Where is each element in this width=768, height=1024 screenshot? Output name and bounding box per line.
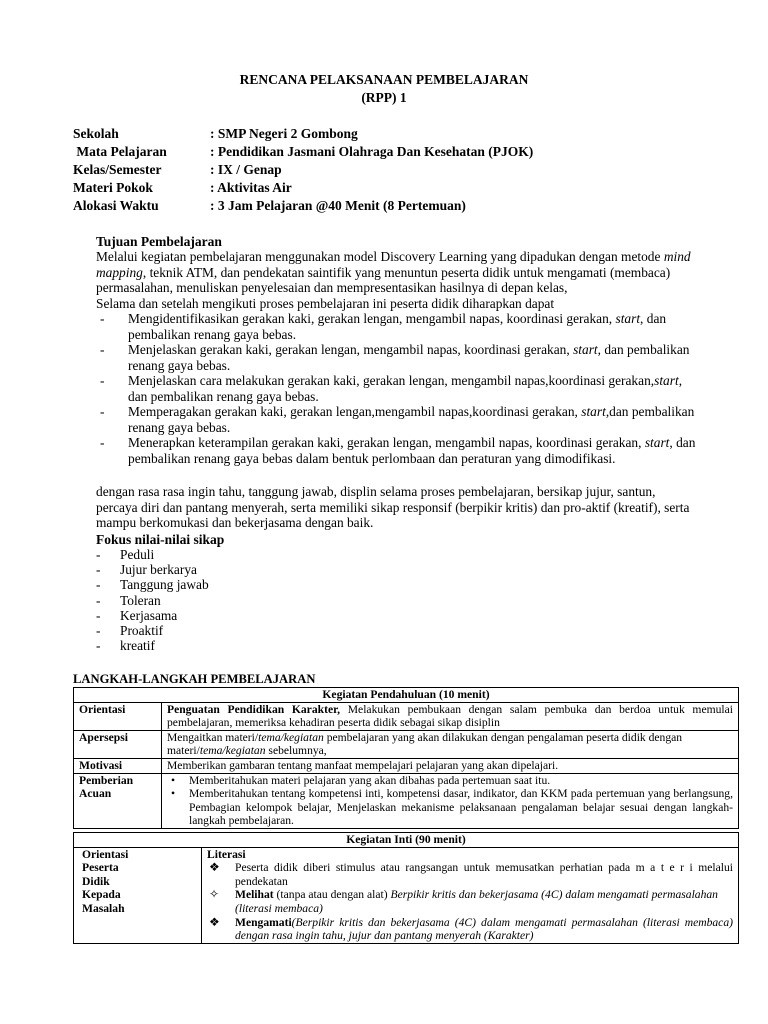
identity-label: Sekolah <box>73 126 119 141</box>
inti-table <box>73 832 739 944</box>
row-label-apersepsi: Apersepsi <box>74 730 162 758</box>
table-row <box>74 688 739 703</box>
pendahuluan-table <box>73 687 739 829</box>
table-row <box>74 730 739 758</box>
row-content-motivasi: Memberikan gambaran tentang manfaat mempelajari pelajaran yang akan dipelajari. <box>162 758 739 773</box>
identity-value: : Aktivitas Air <box>210 180 292 195</box>
identity-label: Mata Pelajaran <box>73 144 167 159</box>
tujuan-intro-text-2: , teknik ATM, dan pendekatan saintifik yang menuntun peserta didik untuk mengamati (membaca) permasalahan, menuliskan penyelesaian dan mempresentasikan hasilnya di depan kelas, <box>96 264 671 295</box>
row-label-motivasi: Motivasi <box>74 758 162 773</box>
tujuan-item: - Menjelaskan cara melakukan gerakan kaki, gerakan lengan, mengambil napas,koordinasi gerakan,start, dan pembalikan renang gaya bebas. <box>100 373 683 404</box>
tujuan-item: - Menerapkan keterampilan gerakan kaki, gerakan lengan, mengambil napas, koordinasi gerakan, start, dan pembalikan renang gaya bebas dalam bentuk perlombaan dan peraturan yang dimodifikasi. <box>100 435 696 466</box>
fokus-item: - Proaktif <box>96 623 164 639</box>
row-content-apersepsi: Mengaitkan materi/tema/kegiatan pembelajaran yang akan dilakukan dengan pengalaman peserta didik dengan materi/tema/kegiatan sebelumnya, <box>162 730 739 758</box>
identity-value: : Pendidikan Jasmani Olahraga Dan Kesehatan (PJOK) <box>210 144 534 159</box>
fokus-heading: Fokus nilai-nilai sikap <box>96 532 225 547</box>
tujuan-item: - Memperagakan gerakan kaki, gerakan lengan,mengambil napas,koordinasi gerakan, start,dan pembalikan renang gaya bebas. <box>100 404 695 435</box>
tujuan-intro-text-3: Selama dan setelah mengikuti proses pembelajaran ini peserta didik diharapkan dapat <box>96 295 555 311</box>
list-item: ✧ Melihat (tanpa atau dengan alat) Berpikir kritis dan bekerjasama (4C) dalam mengamati permasalahan (literasi membaca) <box>209 887 718 915</box>
table-row <box>74 773 739 828</box>
inti-caption: Kegiatan Inti (90 menit) <box>74 833 739 848</box>
tujuan-intro-text: Melalui kegiatan pembelajaran menggunakan model Discovery Learning yang dipadukan dengan metode <box>96 249 661 264</box>
diamond-bullet-icon: ❖ <box>209 860 220 875</box>
table-row <box>74 702 739 730</box>
row-content-orientasi: Penguatan Pendidikan Karakter, Melakukan pembukaan dengan salam pembuka dan berdoa untuk memulai pembelajaran, memeriksa kehadiran peserta didik sebagai sikap disiplin <box>162 702 739 730</box>
row-label-orientasi: Orientasi <box>74 702 162 730</box>
identity-value: : IX / Genap <box>210 162 282 177</box>
star-bullet-icon: ✧ <box>209 887 220 902</box>
list-item: ❖ Peserta didik diberi stimulus atau rangsangan untuk memusatkan perhatian pada m a t e r i melalui pendekatan <box>209 860 733 888</box>
tujuan-list <box>96 311 696 466</box>
fokus-item: - Peduli <box>96 547 155 562</box>
identity-label: Alokasi Waktu <box>73 198 159 213</box>
literasi-heading: Literasi <box>207 847 246 861</box>
fokus-item: - Toleran <box>96 592 161 608</box>
list-item: • Memberitahukan materi pelajaran yang akan dibahas pada pertemuan saat itu. <box>171 773 551 787</box>
tujuan-intro-italic: mind mapping <box>96 249 691 280</box>
tujuan-closing: dengan rasa rasa ingin tahu, tanggung jawab, displin selama proses pembelajaran, bersikap jujur, santun, percaya diri dan pantang menyerah, serta memiliki sikap responsif (berpikir kritis) dan pro-aktif (kreatif), serta mampu berkomukasi dan bekerjasama dengan baik. <box>96 484 690 530</box>
identity-value: : 3 Jam Pelajaran @40 Menit (8 Pertemuan) <box>210 198 466 213</box>
document-title: RENCANA PELAKSANAAN PEMBELAJARAN <box>239 72 529 87</box>
list-item: • Memberitahukan tentang kompetensi inti, kompetensi dasar, indikator, dan KKM pada pertemuan yang berlangsung, Pembagian kelompok belajar, Menjelaskan mekanisme pelaksanaan pengalaman belajar sesuai dengan langkah-langkah pembelajaran. <box>171 787 733 828</box>
diamond-bullet-icon: ❖ <box>209 914 220 929</box>
pendahuluan-caption: Kegiatan Pendahuluan (10 menit) <box>74 688 739 703</box>
document-subtitle: (RPP) 1 <box>361 90 407 105</box>
fokus-item: - Kerjasama <box>96 607 178 623</box>
row-content-pemberian-acuan <box>162 773 739 828</box>
tujuan-item: - Menjelaskan gerakan kaki, gerakan lengan, mengambil napas, koordinasi gerakan, start, dan pembalikan renang gaya bebas. <box>100 342 690 373</box>
table-row <box>74 847 739 943</box>
fokus-item: - kreatif <box>96 638 155 654</box>
row-label-pemberian-acuan: Pemberian Acuan <box>74 773 162 828</box>
table-row <box>74 758 739 773</box>
identity-label: Kelas/Semester <box>73 162 162 177</box>
row-content-literasi <box>202 847 739 943</box>
fokus-item: - Jujur berkarya <box>96 562 197 578</box>
table-row <box>74 833 739 848</box>
fokus-list <box>96 547 209 653</box>
row-label-orientasi-masalah: Orientasi Peserta Didik Kepada Masalah <box>74 847 202 943</box>
identity-label: Materi Pokok <box>73 180 153 195</box>
langkah-heading: LANGKAH-LANGKAH PEMBELAJARAN <box>73 672 316 686</box>
list-item: ❖ Mengamati(Berpikir kritis dan bekerjasama (4C) dalam mengamati permasalahan (literasi membaca) dengan rasa ingin tahu, jujur dan pantang menyerah (Karakter) <box>209 914 733 943</box>
tujuan-intro <box>96 249 696 311</box>
tujuan-item: - Mengidentifikasikan gerakan kaki, gerakan lengan, mengambil napas, koordinasi gerakan, start, dan pembalikan renang gaya bebas. <box>100 311 667 342</box>
identity-value: : SMP Negeri 2 Gombong <box>210 126 358 141</box>
tujuan-heading: Tujuan Pembelajaran <box>96 234 222 249</box>
fokus-item: - Tanggung jawab <box>96 577 209 593</box>
